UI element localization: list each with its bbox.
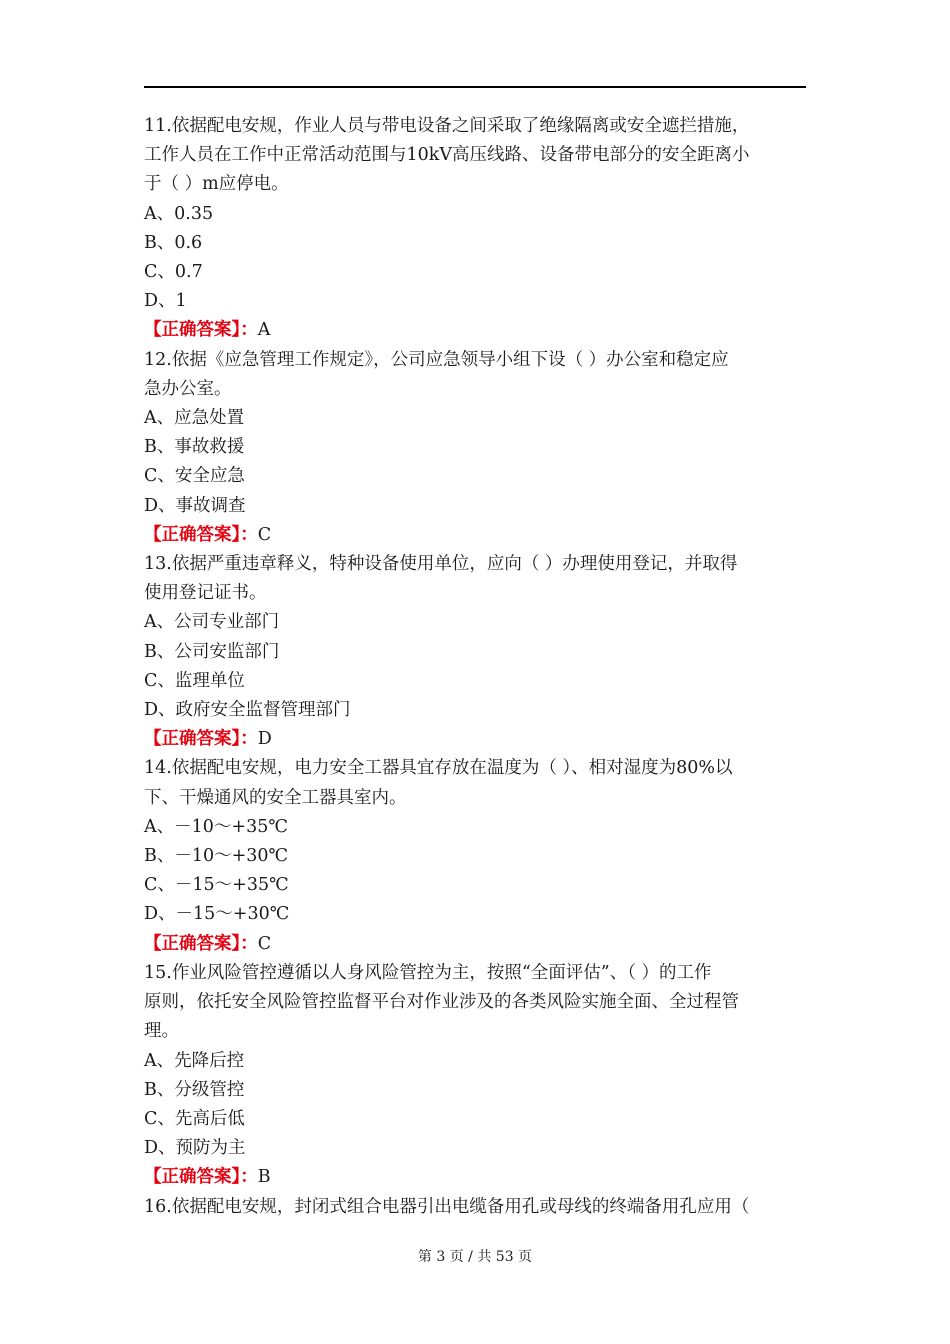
answer-option: D、政府安全监督管理部门	[144, 700, 351, 721]
answer-option: B、公司安监部门	[144, 641, 280, 662]
question-text	[144, 754, 808, 812]
question-block	[144, 959, 808, 1193]
answer-option: D、预防为主	[144, 1138, 246, 1159]
answer-option: A、应急处置	[144, 408, 245, 429]
correct-answer	[144, 725, 808, 754]
question-block	[144, 112, 808, 346]
answer-option: A、0.35	[144, 203, 214, 224]
question-text	[144, 959, 808, 1047]
correct-answer	[144, 316, 808, 345]
answer-option: C、－15～+35℃	[144, 875, 289, 896]
question-text-line: 13.依据严重违章释义，特种设备使用单位，应向（ ）办理使用登记，并取得	[144, 554, 738, 575]
answer-option: A、公司专业部门	[144, 612, 280, 633]
header-rule	[144, 86, 806, 88]
question-text-line: 12.依据《应急管理工作规定》，公司应急领导小组下设（ ）办公室和稳定应	[144, 349, 729, 370]
question-block	[144, 1193, 808, 1222]
question-text-line: 急办公室。	[144, 378, 232, 399]
correct-answer-label: 【正确答案】：	[144, 320, 258, 341]
question-text-line: 理。	[144, 1021, 179, 1042]
answer-option: B、分级管控	[144, 1079, 245, 1100]
answer-option: A、先降后控	[144, 1050, 245, 1071]
question-text-line: 16.依据配电安规，封闭式组合电器引出电缆备用孔或母线的终端备用孔应用（	[144, 1196, 750, 1217]
page-footer: 第 3 页 / 共 53 页	[417, 1249, 533, 1265]
question-block	[144, 346, 808, 550]
question-text	[144, 112, 808, 200]
correct-answer-label: 【正确答案】：	[144, 933, 258, 954]
correct-answer	[144, 521, 808, 550]
correct-answer	[144, 1163, 808, 1192]
answer-option: B、0.6	[144, 232, 203, 253]
answer-option: C、0.7	[144, 262, 203, 283]
question-text-line: 使用登记证书。	[144, 583, 267, 604]
answer-option: D、－15～+30℃	[144, 904, 290, 925]
answer-option: D、事故调查	[144, 495, 246, 516]
correct-answer-value: C	[257, 933, 272, 954]
correct-answer-value: C	[257, 524, 272, 545]
answer-option: C、先高后低	[144, 1108, 245, 1129]
question-text-line: 于（ ）m应停电。	[144, 174, 289, 195]
question-text	[144, 1193, 808, 1222]
correct-answer	[144, 930, 808, 959]
question-block	[144, 550, 808, 754]
question-text-line: 工作人员在工作中正常活动范围与10kV高压线路、设备带电部分的安全距离小	[144, 145, 750, 166]
answer-option: B、事故救援	[144, 437, 245, 458]
question-text	[144, 346, 808, 404]
question-block	[144, 754, 808, 958]
question-list	[144, 112, 808, 1222]
correct-answer-label: 【正确答案】：	[144, 1167, 258, 1188]
answer-option: A、－10～+35℃	[144, 816, 288, 837]
correct-answer-value: D	[257, 729, 272, 750]
answer-option: B、－10～+30℃	[144, 846, 289, 867]
answer-option: C、监理单位	[144, 670, 245, 691]
correct-answer-label: 【正确答案】：	[144, 524, 258, 545]
correct-answer-label: 【正确答案】：	[144, 729, 258, 750]
question-text-line: 原则，依托安全风险管控监督平台对作业涉及的各类风险实施全面、全过程管	[144, 992, 739, 1013]
question-text-line: 15.作业风险管控遵循以人身风险管控为主，按照“全面评估”、（ ）的工作	[144, 962, 712, 983]
correct-answer-value: A	[257, 320, 271, 341]
question-text-line: 下、干燥通风的安全工器具室内。	[144, 787, 407, 808]
correct-answer-value: B	[257, 1167, 271, 1188]
question-text-line: 14.依据配电安规，电力安全工器具宜存放在温度为（ ）、相对湿度为80%以	[144, 758, 733, 779]
question-text-line: 11.依据配电安规，作业人员与带电设备之间采取了绝缘隔离或安全遮拦措施，	[144, 116, 750, 136]
question-text	[144, 550, 808, 608]
answer-option: D、1	[144, 291, 187, 312]
answer-option: C、安全应急	[144, 466, 245, 487]
